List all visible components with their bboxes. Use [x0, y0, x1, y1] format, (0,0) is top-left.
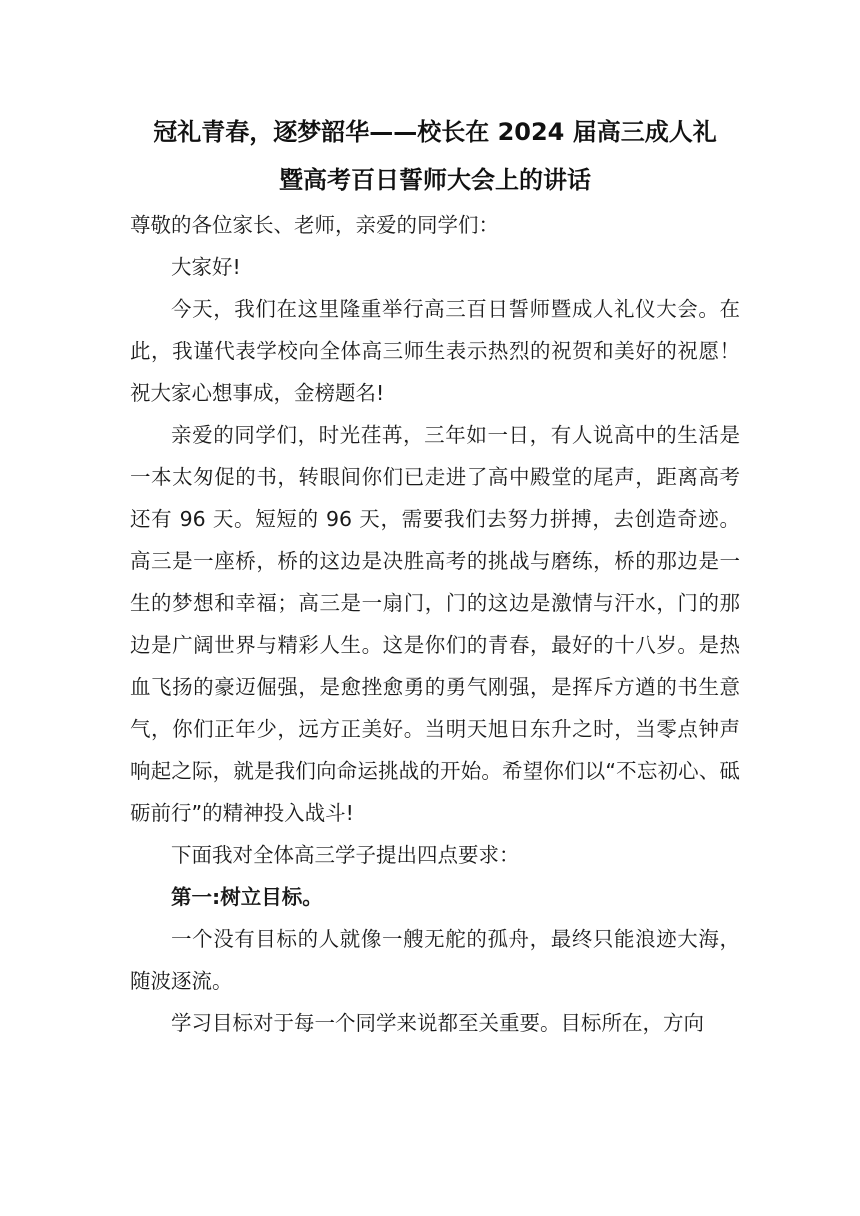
title-line-2: 暨高考百日誓师大会上的讲话	[279, 166, 591, 194]
paragraph-goal-metaphor: 一个没有目标的人就像一艘无舵的孤舟，最终只能浪迹大海，随波逐流。	[130, 927, 740, 993]
title-line-1: 冠礼青春，逐梦韶华——校长在 2024 届高三成人礼	[153, 118, 717, 146]
paragraph-goal-importance: 学习目标对于每一个同学来说都至关重要。目标所在，方向	[171, 1011, 704, 1035]
paragraph-body: 亲爱的同学们，时光荏苒，三年如一日，有人说高中的生活是一本太匆促的书，转眼间你们已走进了高中殿堂的尾声，距离高考还有 96 天。短短的 96 天，需要我们去努力拼搏，去创造奇迹。高三是一座桥，桥的这边是决胜高考的挑战与磨练，桥的那边是一生的梦想和幸福；高三是一扇门，门的这边是激情与汗水，门的那边是广阔世界与精彩人生。这是你们的青春，最好的十八岁。是热血飞扬的豪迈倔强，是愈挫愈勇的勇气刚强，是挥斥方遒的书生意气，你们正年少，远方正美好。当明天旭日东升之时，当零点钟声响起之际，就是我们向命运挑战的开始。希望你们以“不忘初心、砥砺前行”的精神投入战斗!	[130, 423, 740, 825]
salutation: 尊敬的各位家长、老师，亲爱的同学们：	[130, 213, 499, 237]
document-title	[130, 108, 740, 204]
greeting: 大家好!	[171, 255, 241, 279]
document-page	[130, 108, 740, 1044]
paragraph-opening: 今天，我们在这里隆重举行高三百日誓师暨成人礼仪大会。在此，我谨代表学校向全体高三师生表示热烈的祝贺和美好的祝愿！祝大家心想事成，金榜题名!	[130, 297, 740, 405]
paragraph-requirements-intro: 下面我对全体高三学子提出四点要求：	[171, 843, 520, 867]
section-heading-1: 第一:树立目标。	[171, 885, 323, 909]
